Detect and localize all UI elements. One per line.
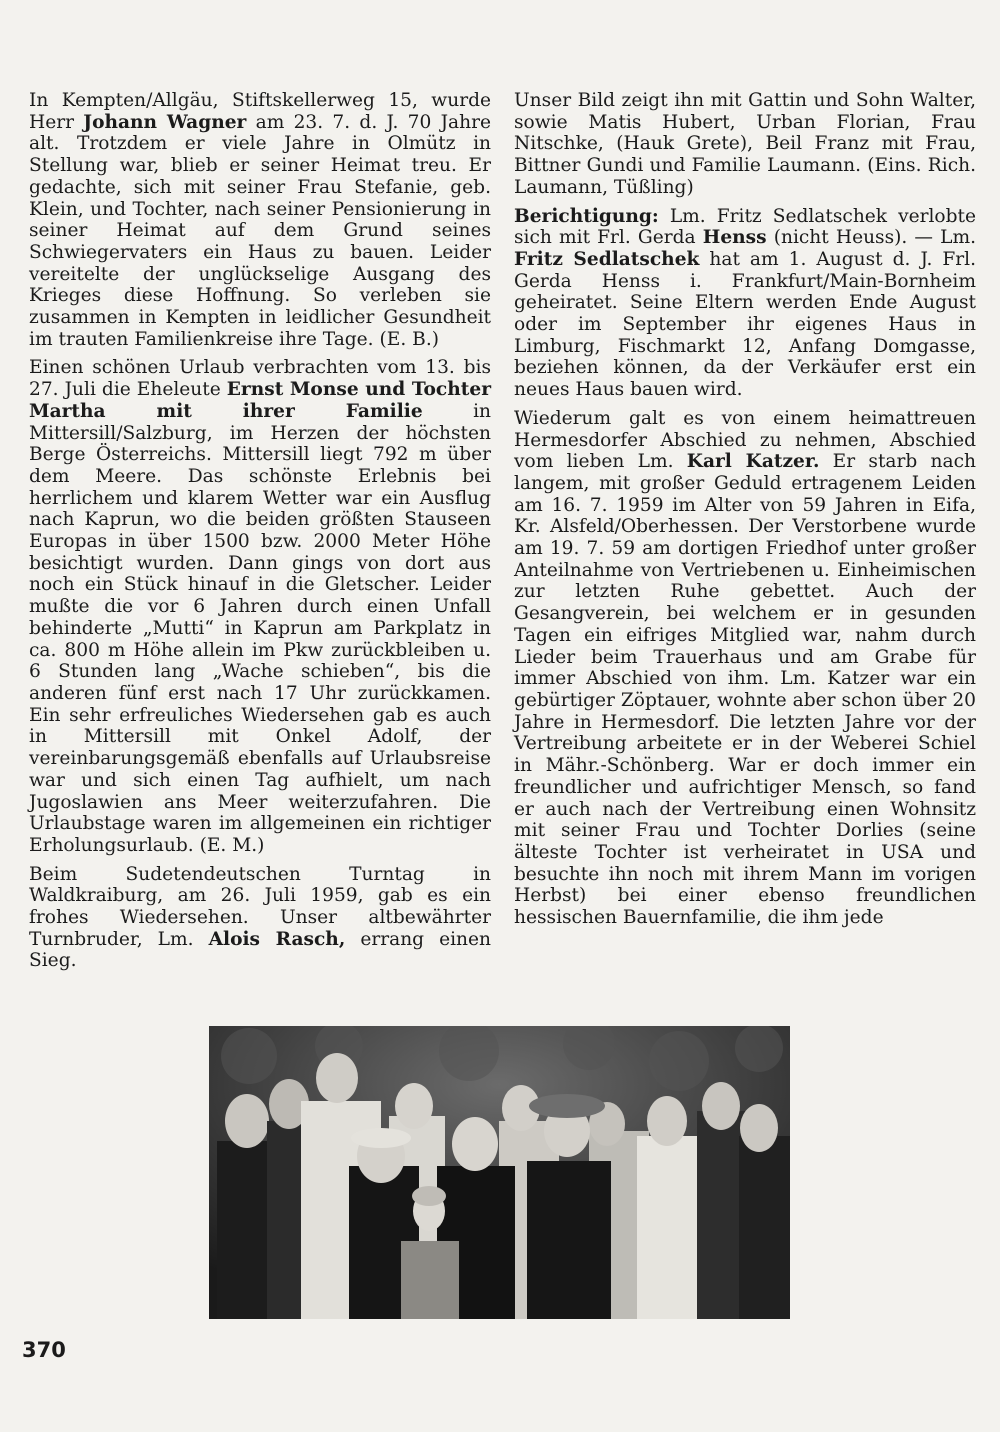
- article-correction: Berichtigung: Lm. Fritz Sedlatschek verlobte sich mit Frl. Gerda Henss (nicht Heuss). — Lm. Fritz Sedlatschek hat am 1. August d. J. Frl. Gerda Henss i. Frankfurt/Main-Bornheim geheiratet. Seine Eltern werden Ende August oder im September ihr eigenes Haus in Limburg, Fischmarkt 12, Anfang Domgasse, beziehen können, da der Verkäufer erst ein neues Haus bauen wird.: [514, 205, 977, 401]
- name-henss: Henss: [702, 227, 767, 249]
- left-column: [29, 90, 491, 979]
- group-photo: [209, 1026, 790, 1319]
- name-alois-rasch: Alois Rasch,: [208, 928, 346, 950]
- article-wagner-birthday: In Kempten/Allgäu, Stiftskellerweg 15, wurde Herr Johann Wagner am 23. 7. d. J. 70 Jahre alt. Trotzdem er viele Jahre in Olmütz in Stellung war, blieb er seiner Heimat treu. Er gedachte, sich mit seiner Frau Stefanie, geb. Klein, und Tochter, nach seiner Pensionierung in seiner Heimat auf dem Grund seines Schwiegervaters ein Haus zu bauen. Leider vereitelte der unglückselige Ausgang des Krieges diese Hoffnung. So verleben sie zusammen in Kempten in leidlicher Gesundheit im trauten Familienkreise ihre Tage. (E. B.): [29, 90, 492, 350]
- correction-label: Berichtigung:: [514, 205, 659, 227]
- name-johann-wagner: Johann Wagner: [83, 111, 247, 133]
- name-fritz-sedlatschek: Fritz Sedlatschek: [514, 248, 700, 270]
- article-katzer-obituary: Wiederum galt es von einem heimattreuen Hermesdorfer Abschied zu nehmen, Abschied vom lieben Lm. Karl Katzer. Er starb nach langem, mit großer Geduld ertragenem Leiden am 16. 7. 1959 im Alter von 59 Jahren in Eifa, Kr. Alsfeld/Oberhessen. Der Verstorbene wurde am 19. 7. 59 am dortigen Friedhof unter großer Anteilnahme von Vertriebenen u. Einheimischen zur letzten Ruhe gebettet. Auch der Gesangverein, bei welchem er in gesunden Tagen ein eifriges Mitglied war, nahm durch Lieder beim Trauerhaus und am Grabe für immer Abschied von ihm. Lm. Katzer war ein gebürtiger Zöptauer, wohnte aber schon über 20 Jahre in Hermesdorf. Die letzten Jahre vor der Vertreibung arbeitete er in der Weberei Schiel in Mähr.-Schönberg. War er doch immer ein freundlicher und aufrichtiger Mensch, so fand er auch nach der Vertreibung einen Wohnsitz mit seiner Frau und Tochter Dorlies (seine älteste Tochter ist verheiratet in USA und besuchte ihn noch mit ihrem Mann im vorigen Herbst) bei einer ebenso freundlichen hessischen Bauernfamilie, die ihm jede: [514, 407, 976, 929]
- article-monse-vacation: Einen schönen Urlaub verbrachten vom 13. bis 27. Juli die Eheleute Ernst Monse und Tochter Martha mit ihrer Familie in Mittersill/Salzburg, im Herzen der höchsten Berge Österreichs. Mittersill liegt 792 m über dem Meere. Das schönste Erlebnis bei herrlichem und klarem Wetter war ein Ausflug nach Kaprun, wo die beiden größten Stauseen Europas in über 1500 bzw. 2000 Meter Höhe besichtigt wurden. Dann gings von dort aus noch ein Stück hinauf in die Gletscher. Leider mußte die vor 6 Jahren durch einen Unfall behinderte „Mutti“ in Kaprun am Parkplatz in ca. 800 m Höhe allein im Pkw zurückbleiben u. 6 Stunden lang „Wache schieben“, bis die anderen fünf erst nach 17 Uhr zurückkamen. Ein sehr erfreuliches Wiedersehen gab es auch in Mittersill mit Onkel Adolf, der vereinbarungsgemäß ebenfalls auf Urlaubsreise war und sich einen Tag aufhielt, um nach Jugoslawien ans Meer weiterzufahren. Die Urlaubstage waren im allgemeinen ein richtiger Erholungsurlaub. (E. M.): [29, 357, 491, 856]
- article-turntag: Beim Sudetendeutschen Turntag in Waldkraiburg, am 26. Juli 1959, gab es ein frohes Wiedersehen. Unser altbewährter Turnbruder, Lm. Alois Rasch, errang einen Sieg.: [29, 863, 491, 972]
- name-ernst-monse-family: Ernst Monse und Tochter Martha mit ihrer Familie: [29, 379, 491, 422]
- page-number: 370: [22, 1338, 66, 1362]
- name-karl-katzer: Karl Katzer.: [686, 451, 820, 473]
- right-column: [514, 90, 976, 936]
- article-photo-caption: Unser Bild zeigt ihn mit Gattin und Sohn Walter, sowie Matis Hubert, Urban Florian, Frau Nitschke, (Hauk Grete), Beil Franz mit Frau, Bittner Gundi und Familie Laumann. (Eins. Rich. Laumann, Tüßling): [514, 90, 976, 198]
